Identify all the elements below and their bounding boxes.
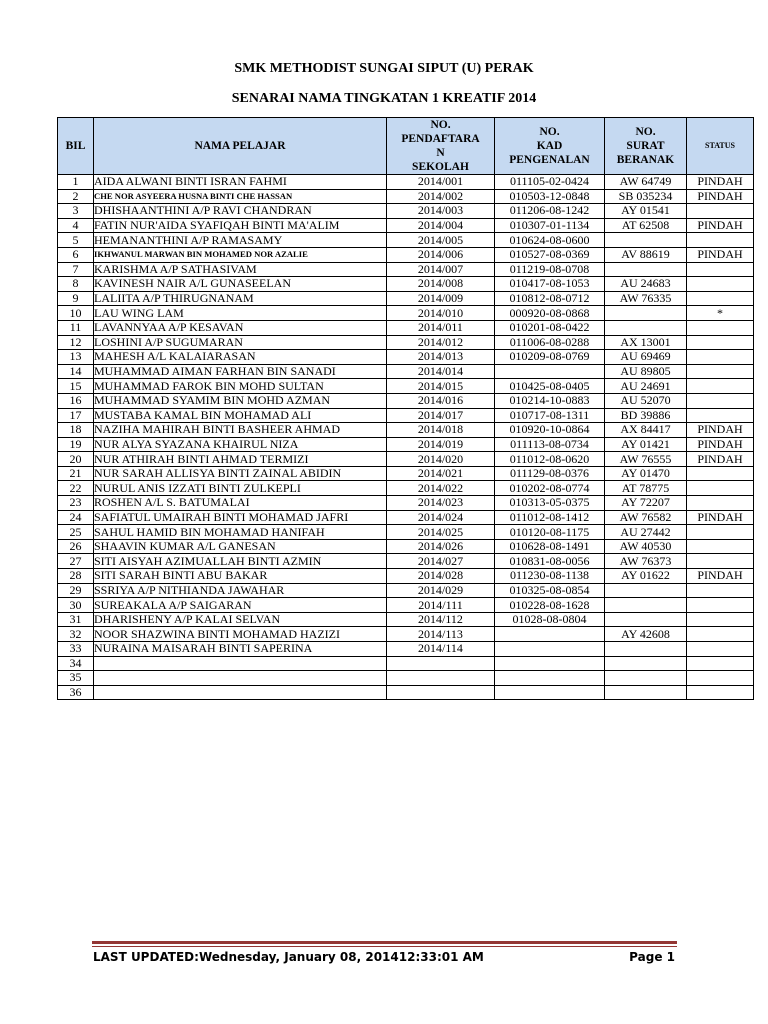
table-row	[58, 466, 754, 481]
row-status	[687, 539, 754, 554]
row-daftar: 2014/001	[387, 175, 495, 190]
row-surat: AU 24691	[605, 379, 687, 394]
row-surat: AX 13001	[605, 335, 687, 350]
row-daftar: 2014/002	[387, 189, 495, 204]
row-name: SITI AISYAH AZIMUALLAH BINTI AZMIN	[94, 554, 387, 569]
row-name: CHE NOR ASYEERA HUSNA BINTI CHE HASSAN	[94, 189, 387, 204]
row-status	[687, 671, 754, 686]
row-name: MUHAMMAD SYAMIM BIN MOHD AZMAN	[94, 393, 387, 408]
page-number: Page 1	[629, 950, 675, 964]
row-status: PINDAH	[687, 510, 754, 525]
row-kad	[495, 364, 605, 379]
row-daftar: 2014/008	[387, 277, 495, 292]
row-kad: 010120-08-1175	[495, 525, 605, 540]
row-daftar: 2014/113	[387, 627, 495, 642]
row-bil: 9	[58, 291, 94, 306]
header-kad: NO. KAD PENGENALAN	[495, 118, 605, 175]
row-bil: 6	[58, 247, 94, 262]
row-bil: 34	[58, 656, 94, 671]
table-row	[58, 510, 754, 525]
row-status: PINDAH	[687, 452, 754, 467]
row-kad: 010209-08-0769	[495, 350, 605, 365]
row-kad: 000920-08-0868	[495, 306, 605, 321]
row-surat: AY 01470	[605, 466, 687, 481]
table-row	[58, 481, 754, 496]
row-status: PINDAH	[687, 189, 754, 204]
row-status	[687, 612, 754, 627]
row-daftar: 2014/014	[387, 364, 495, 379]
table-row	[58, 423, 754, 438]
row-status: PINDAH	[687, 218, 754, 233]
row-daftar	[387, 656, 495, 671]
row-surat	[605, 671, 687, 686]
row-surat: AU 52070	[605, 393, 687, 408]
table-row	[58, 393, 754, 408]
row-status	[687, 277, 754, 292]
table-row	[58, 306, 754, 321]
row-surat: SB 035234	[605, 189, 687, 204]
row-name: SAFIATUL UMAIRAH BINTI MOHAMAD JAFRI	[94, 510, 387, 525]
row-kad: 010831-08-0056	[495, 554, 605, 569]
row-surat	[605, 583, 687, 598]
row-daftar: 2014/017	[387, 408, 495, 423]
table-row	[58, 350, 754, 365]
last-updated: LAST UPDATED:Wednesday, January 08, 201412:33:01 AM	[93, 950, 484, 964]
table-row	[58, 452, 754, 467]
row-status: PINDAH	[687, 437, 754, 452]
row-daftar: 2014/114	[387, 642, 495, 657]
row-kad: 01028-08-0804	[495, 612, 605, 627]
row-name	[94, 671, 387, 686]
row-name: KAVINESH NAIR A/L GUNASEELAN	[94, 277, 387, 292]
table-row	[58, 671, 754, 686]
row-surat	[605, 306, 687, 321]
row-name: ROSHEN A/L S. BATUMALAI	[94, 496, 387, 511]
row-bil: 29	[58, 583, 94, 598]
table-row	[58, 408, 754, 423]
row-kad: 010202-08-0774	[495, 481, 605, 496]
row-daftar: 2014/012	[387, 335, 495, 350]
row-name: LAU WING LAM	[94, 306, 387, 321]
row-daftar: 2014/112	[387, 612, 495, 627]
row-name: NUR ALYA SYAZANA KHAIRUL NIZA	[94, 437, 387, 452]
row-kad	[495, 642, 605, 657]
table-row	[58, 175, 754, 190]
row-status	[687, 685, 754, 700]
row-surat	[605, 233, 687, 248]
row-bil: 20	[58, 452, 94, 467]
table-row	[58, 685, 754, 700]
row-kad: 010717-08-1311	[495, 408, 605, 423]
row-daftar	[387, 685, 495, 700]
row-surat: AY 01541	[605, 204, 687, 219]
row-bil: 30	[58, 598, 94, 613]
row-bil: 24	[58, 510, 94, 525]
row-bil: 14	[58, 364, 94, 379]
table-row	[58, 569, 754, 584]
row-name	[94, 656, 387, 671]
row-kad: 011012-08-1412	[495, 510, 605, 525]
row-bil: 2	[58, 189, 94, 204]
table-row	[58, 364, 754, 379]
header-nama: NAMA PELAJAR	[94, 118, 387, 175]
row-status	[687, 598, 754, 613]
row-status	[687, 364, 754, 379]
table-row	[58, 554, 754, 569]
table-row	[58, 189, 754, 204]
row-name: NAZIHA MAHIRAH BINTI BASHEER AHMAD	[94, 423, 387, 438]
row-name: NUR SARAH ALLISYA BINTI ZAINAL ABIDIN	[94, 466, 387, 481]
table-row	[58, 525, 754, 540]
row-bil: 27	[58, 554, 94, 569]
row-surat: AW 64749	[605, 175, 687, 190]
table-row	[58, 642, 754, 657]
table-row	[58, 277, 754, 292]
row-status	[687, 554, 754, 569]
table-row	[58, 320, 754, 335]
row-surat: AY 42608	[605, 627, 687, 642]
table-row	[58, 233, 754, 248]
row-status: PINDAH	[687, 175, 754, 190]
row-surat: AU 69469	[605, 350, 687, 365]
row-bil: 4	[58, 218, 94, 233]
row-daftar: 2014/028	[387, 569, 495, 584]
row-name	[94, 685, 387, 700]
row-daftar: 2014/013	[387, 350, 495, 365]
row-surat: AY 72207	[605, 496, 687, 511]
row-name: SSRIYA A/P NITHIANDA JAWAHAR	[94, 583, 387, 598]
row-kad: 011219-08-0708	[495, 262, 605, 277]
row-daftar: 2014/018	[387, 423, 495, 438]
row-surat: AW 40530	[605, 539, 687, 554]
table-row	[58, 656, 754, 671]
row-daftar: 2014/007	[387, 262, 495, 277]
row-kad: 011113-08-0734	[495, 437, 605, 452]
row-status	[687, 320, 754, 335]
row-name: NURAINA MAISARAH BINTI SAPERINA	[94, 642, 387, 657]
row-status	[687, 642, 754, 657]
row-surat: BD 39886	[605, 408, 687, 423]
row-kad: 010228-08-1628	[495, 598, 605, 613]
row-surat	[605, 612, 687, 627]
row-name: MAHESH A/L KALAIARASAN	[94, 350, 387, 365]
row-bil: 11	[58, 320, 94, 335]
row-surat	[605, 598, 687, 613]
row-bil: 19	[58, 437, 94, 452]
row-daftar: 2014/016	[387, 393, 495, 408]
row-daftar: 2014/020	[387, 452, 495, 467]
row-kad: 011230-08-1138	[495, 569, 605, 584]
row-name: LAVANNYAA A/P KESAVAN	[94, 320, 387, 335]
row-status: PINDAH	[687, 423, 754, 438]
row-name: DHARISHENY A/P KALAI SELVAN	[94, 612, 387, 627]
row-status	[687, 583, 754, 598]
table-row	[58, 204, 754, 219]
row-kad: 011206-08-1242	[495, 204, 605, 219]
row-status	[687, 656, 754, 671]
table-row	[58, 379, 754, 394]
row-kad: 010307-01-1134	[495, 218, 605, 233]
row-daftar: 2014/011	[387, 320, 495, 335]
row-daftar: 2014/029	[387, 583, 495, 598]
row-kad: 010812-08-0712	[495, 291, 605, 306]
header-surat: NO. SURAT BERANAK	[605, 118, 687, 175]
table-row	[58, 612, 754, 627]
row-bil: 15	[58, 379, 94, 394]
row-status	[687, 408, 754, 423]
table-row	[58, 437, 754, 452]
row-daftar: 2014/021	[387, 466, 495, 481]
row-bil: 36	[58, 685, 94, 700]
row-name: KARISHMA A/P SATHASIVAM	[94, 262, 387, 277]
row-kad: 011012-08-0620	[495, 452, 605, 467]
row-daftar: 2014/019	[387, 437, 495, 452]
table-row	[58, 627, 754, 642]
row-status: PINDAH	[687, 569, 754, 584]
row-surat: AW 76335	[605, 291, 687, 306]
table-row	[58, 262, 754, 277]
row-status	[687, 204, 754, 219]
row-name: SITI SARAH BINTI ABU BAKAR	[94, 569, 387, 584]
row-status	[687, 525, 754, 540]
row-kad: 010628-08-1491	[495, 539, 605, 554]
row-name: NURUL ANIS IZZATI BINTI ZULKEPLI	[94, 481, 387, 496]
row-kad: 010417-08-1053	[495, 277, 605, 292]
row-daftar: 2014/111	[387, 598, 495, 613]
table-row	[58, 335, 754, 350]
row-name: DHISHAANTHINI A/P RAVI CHANDRAN	[94, 204, 387, 219]
row-name: AIDA ALWANI BINTI ISRAN FAHMI	[94, 175, 387, 190]
row-kad	[495, 671, 605, 686]
table-header-row	[58, 118, 754, 175]
row-daftar: 2014/015	[387, 379, 495, 394]
row-bil: 5	[58, 233, 94, 248]
student-table	[57, 117, 754, 700]
row-kad: 011129-08-0376	[495, 466, 605, 481]
row-bil: 23	[58, 496, 94, 511]
table-row	[58, 583, 754, 598]
row-surat: AT 62508	[605, 218, 687, 233]
row-name: NOOR SHAZWINA BINTI MOHAMAD HAZIZI	[94, 627, 387, 642]
row-status: *	[687, 306, 754, 321]
row-kad: 010503-12-0848	[495, 189, 605, 204]
row-bil: 7	[58, 262, 94, 277]
row-surat: AW 76555	[605, 452, 687, 467]
row-name: MUSTABA KAMAL BIN MOHAMAD ALI	[94, 408, 387, 423]
row-name: MUHAMMAD AIMAN FARHAN BIN SANADI	[94, 364, 387, 379]
row-name: SAHUL HAMID BIN MOHAMAD HANIFAH	[94, 525, 387, 540]
row-name: SHAAVIN KUMAR A/L GANESAN	[94, 539, 387, 554]
row-daftar: 2014/010	[387, 306, 495, 321]
row-surat	[605, 685, 687, 700]
row-bil: 16	[58, 393, 94, 408]
row-kad: 010313-05-0375	[495, 496, 605, 511]
row-surat	[605, 262, 687, 277]
row-bil: 21	[58, 466, 94, 481]
table-row	[58, 598, 754, 613]
row-surat	[605, 656, 687, 671]
row-bil: 22	[58, 481, 94, 496]
row-daftar: 2014/026	[387, 539, 495, 554]
row-daftar: 2014/024	[387, 510, 495, 525]
row-bil: 3	[58, 204, 94, 219]
row-bil: 10	[58, 306, 94, 321]
table-row	[58, 247, 754, 262]
row-name: SUREAKALA A/P SAIGARAN	[94, 598, 387, 613]
row-surat: AW 76582	[605, 510, 687, 525]
row-status	[687, 481, 754, 496]
row-kad	[495, 627, 605, 642]
row-kad: 011006-08-0288	[495, 335, 605, 350]
row-surat: AY 01421	[605, 437, 687, 452]
row-daftar: 2014/004	[387, 218, 495, 233]
row-surat: AY 01622	[605, 569, 687, 584]
row-kad	[495, 685, 605, 700]
row-bil: 18	[58, 423, 94, 438]
table-row	[58, 291, 754, 306]
row-bil: 33	[58, 642, 94, 657]
row-status	[687, 379, 754, 394]
row-name: HEMANANTHINI A/P RAMASAMY	[94, 233, 387, 248]
footer-rule-thin	[92, 946, 677, 947]
row-kad: 010425-08-0405	[495, 379, 605, 394]
row-status	[687, 496, 754, 511]
row-bil: 8	[58, 277, 94, 292]
row-kad: 010527-08-0369	[495, 247, 605, 262]
list-title: SENARAI NAMA TINGKATAN 1 KREATIF 2014	[231, 91, 537, 106]
row-daftar: 2014/027	[387, 554, 495, 569]
table-row	[58, 539, 754, 554]
row-surat: AX 84417	[605, 423, 687, 438]
header-daftar: NO. PENDAFTARA N SEKOLAH	[387, 118, 495, 175]
header-status: STATUS	[687, 118, 754, 175]
row-status	[687, 393, 754, 408]
row-bil: 17	[58, 408, 94, 423]
header-bil: BIL	[58, 118, 94, 175]
school-title: SMK METHODIST SUNGAI SIPUT (U) PERAK	[234, 61, 534, 76]
row-name: LALIITA A/P THIRUGNANAM	[94, 291, 387, 306]
row-status	[687, 350, 754, 365]
row-name: NUR ATHIRAH BINTI AHMAD TERMIZI	[94, 452, 387, 467]
row-daftar: 2014/006	[387, 247, 495, 262]
row-bil: 31	[58, 612, 94, 627]
row-name: IKHWANUL MARWAN BIN MOHAMED NOR AZALIE	[94, 247, 387, 262]
row-daftar	[387, 671, 495, 686]
row-status	[687, 466, 754, 481]
row-kad: 010201-08-0422	[495, 320, 605, 335]
row-kad: 010325-08-0854	[495, 583, 605, 598]
row-bil: 26	[58, 539, 94, 554]
row-daftar: 2014/009	[387, 291, 495, 306]
row-name: FATIN NUR'AIDA SYAFIQAH BINTI MA'ALIM	[94, 218, 387, 233]
row-bil: 25	[58, 525, 94, 540]
row-bil: 28	[58, 569, 94, 584]
row-kad: 010920-10-0864	[495, 423, 605, 438]
row-daftar: 2014/003	[387, 204, 495, 219]
row-daftar: 2014/025	[387, 525, 495, 540]
row-bil: 13	[58, 350, 94, 365]
row-surat: AT 78775	[605, 481, 687, 496]
row-status	[687, 262, 754, 277]
row-bil: 35	[58, 671, 94, 686]
row-surat	[605, 320, 687, 335]
row-daftar: 2014/023	[387, 496, 495, 511]
row-surat: AU 89805	[605, 364, 687, 379]
row-kad: 011105-02-0424	[495, 175, 605, 190]
row-status	[687, 627, 754, 642]
row-kad	[495, 656, 605, 671]
row-bil: 32	[58, 627, 94, 642]
row-bil: 12	[58, 335, 94, 350]
row-status	[687, 291, 754, 306]
row-status	[687, 233, 754, 248]
row-surat: AU 24683	[605, 277, 687, 292]
row-status: PINDAH	[687, 247, 754, 262]
row-name: LOSHINI A/P SUGUMARAN	[94, 335, 387, 350]
footer-rule	[92, 941, 677, 944]
row-daftar: 2014/022	[387, 481, 495, 496]
row-surat	[605, 642, 687, 657]
table-row	[58, 496, 754, 511]
row-bil: 1	[58, 175, 94, 190]
row-kad: 010214-10-0883	[495, 393, 605, 408]
row-surat: AV 88619	[605, 247, 687, 262]
row-surat: AU 27442	[605, 525, 687, 540]
table-row	[58, 218, 754, 233]
row-kad: 010624-08-0600	[495, 233, 605, 248]
row-daftar: 2014/005	[387, 233, 495, 248]
row-surat: AW 76373	[605, 554, 687, 569]
row-status	[687, 335, 754, 350]
row-name: MUHAMMAD FAROK BIN MOHD SULTAN	[94, 379, 387, 394]
